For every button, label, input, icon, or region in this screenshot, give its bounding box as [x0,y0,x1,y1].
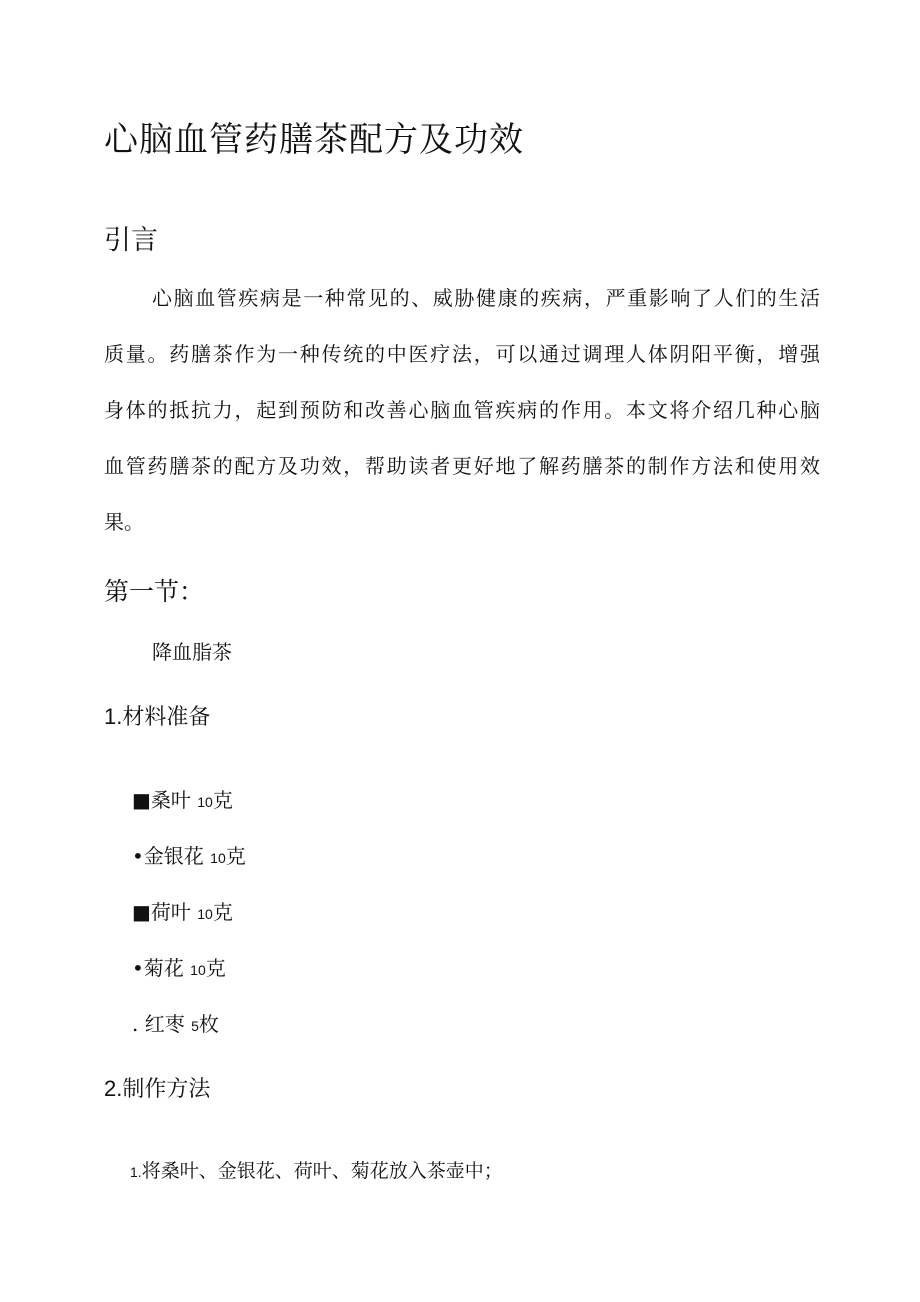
material-item [132,784,233,813]
material-amount: 10 [197,794,213,810]
material-item [132,896,233,925]
material-amount: 10 [210,850,226,866]
intro-heading: 引言 [104,225,158,256]
method-heading: 2.制作方法 [104,1076,211,1101]
material-unit: 克 [212,900,233,924]
material-item [132,1008,219,1037]
material-unit: 克 [205,956,226,980]
material-unit: 克 [212,788,233,812]
materials-heading: 1.材料准备 [104,704,211,729]
material-name: 红枣 [144,1012,185,1036]
material-name: 荷叶 [150,900,191,924]
material-item [132,952,226,981]
material-amount: 10 [190,962,206,978]
intro-line: 心脑血管疾病是一种常见的、威胁健康的疾病，严重影响了人们的生活 [152,286,820,310]
section-heading: 第一节： [104,577,205,606]
material-item [132,840,246,869]
intro-line: 质量。药膳茶作为一种传统的中医疗法，可以通过调理人体阴阳平衡，增强 [104,342,820,366]
list-marker: • [132,844,144,868]
list-marker: . [132,1012,139,1036]
intro-paragraph [104,270,820,550]
list-marker: ■ [132,900,151,924]
intro-line: 果。 [104,510,144,534]
step-number: 1. [130,1164,142,1180]
step-text: 将桑叶、金银花、荷叶、菊花放入茶壶中； [141,1160,503,1182]
material-name: 菊花 [143,956,184,980]
material-unit: 枚 [198,1012,219,1036]
list-marker: ■ [132,788,151,812]
intro-line: 血管药膳茶的配方及功效，帮助读者更好地了解药膳茶的制作方法和使用效 [104,454,820,478]
material-amount: 10 [197,906,213,922]
material-name: 金银花 [143,844,204,868]
method-step [130,1156,503,1183]
page-title: 心脑血管药膳茶配方及功效 [104,120,524,160]
recipe-subtitle: 降血脂茶 [152,640,232,664]
material-unit: 克 [225,844,246,868]
material-name: 桑叶 [150,788,191,812]
material-amount: 5 [191,1018,199,1034]
list-marker: • [132,956,144,980]
intro-line: 身体的抵抗力，起到预防和改善心脑血管疾病的作用。本文将介绍几种心脑 [104,398,820,422]
